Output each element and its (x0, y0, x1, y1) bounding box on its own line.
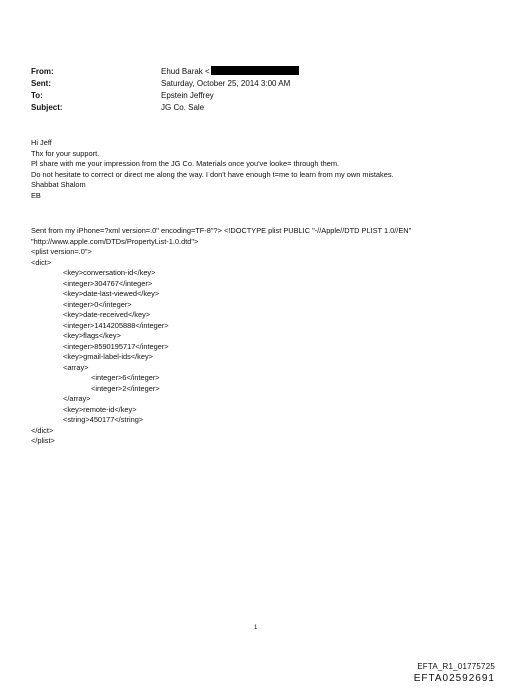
sent-from-line: "http://www.apple.com/DTDs/PropertyList-1.0.dtd"> (31, 236, 199, 246)
body-line: Do not hesitate to correct or direct me along the way. I don't have enough t=me to learn from my own mistakes. (31, 169, 394, 179)
page-number: 1 (254, 625, 258, 631)
plist-line: <integer>0</integer> (63, 299, 132, 309)
from-name: Ehud Barak < (161, 67, 210, 76)
plist-line: <key>date-last-viewed</key> (63, 289, 160, 298)
from-value (161, 66, 471, 78)
plist-line: <key>date-received</key> (63, 310, 151, 319)
to-label: To: (31, 91, 43, 100)
plist-line: <key>remote-id</key> (63, 404, 137, 414)
plist-line: <key>gmail-label-ids</key> (63, 352, 153, 361)
plist-line: <integer>1414205888</integer> (63, 320, 169, 330)
plist-close-line: </plist> (31, 436, 55, 445)
plist-line: <string>450177</string> (63, 415, 144, 424)
plist-line: <array> (63, 362, 89, 372)
from-row (31, 66, 471, 78)
bates-number: EFTA02592691 (413, 673, 495, 684)
subject-label: Subject: (31, 103, 63, 112)
email-body (31, 138, 471, 201)
sent-row (31, 78, 471, 90)
from-label: From: (31, 67, 54, 76)
plist-line: </array> (63, 394, 91, 403)
body-line: Hi Jeff (31, 138, 52, 147)
subject-row (31, 102, 471, 114)
sent-value: Saturday, October 25, 2014 3:00 AM (161, 79, 291, 88)
plist-line: <key>conversation-id</key> (63, 268, 156, 277)
plist-line: <integer>6</integer> (91, 373, 160, 382)
sent-from-line: Sent from my iPhone=?xml version=.0" encoding=TF-8"?> <!DOCTYPE plist PUBLIC "-//Apple//DTD PLIST 1.0//EN" (31, 226, 412, 235)
to-row (31, 90, 471, 102)
subject-value: JG Co. Sale (161, 103, 205, 112)
redaction-bar (211, 66, 299, 75)
plist-open-line: <plist version=.0"> (31, 247, 92, 256)
body-line: Shabbat Shalom (31, 180, 86, 189)
dict-open-line: <dict> (31, 257, 52, 267)
body-line: Pl share with me your impression from the JG Co. Materials once you've looke= through them. (31, 159, 340, 168)
bates-number-internal: EFTA_R1_01775725 (417, 662, 495, 671)
plist-line: <integer>2</integer> (91, 383, 160, 393)
to-value: Epstein Jeffrey (161, 91, 214, 100)
plist-line: <key>flags</key> (63, 331, 121, 340)
email-header (31, 66, 471, 114)
body-line: Thx for your support. (31, 148, 100, 158)
body-line: EB (31, 190, 41, 200)
dict-close-line: </dict> (31, 425, 54, 435)
plist-line: <integer>304767</integer> (63, 278, 153, 288)
plist-block (31, 226, 481, 447)
plist-line: <integer>8590195717</integer> (63, 341, 169, 351)
sent-label: Sent: (31, 79, 51, 88)
